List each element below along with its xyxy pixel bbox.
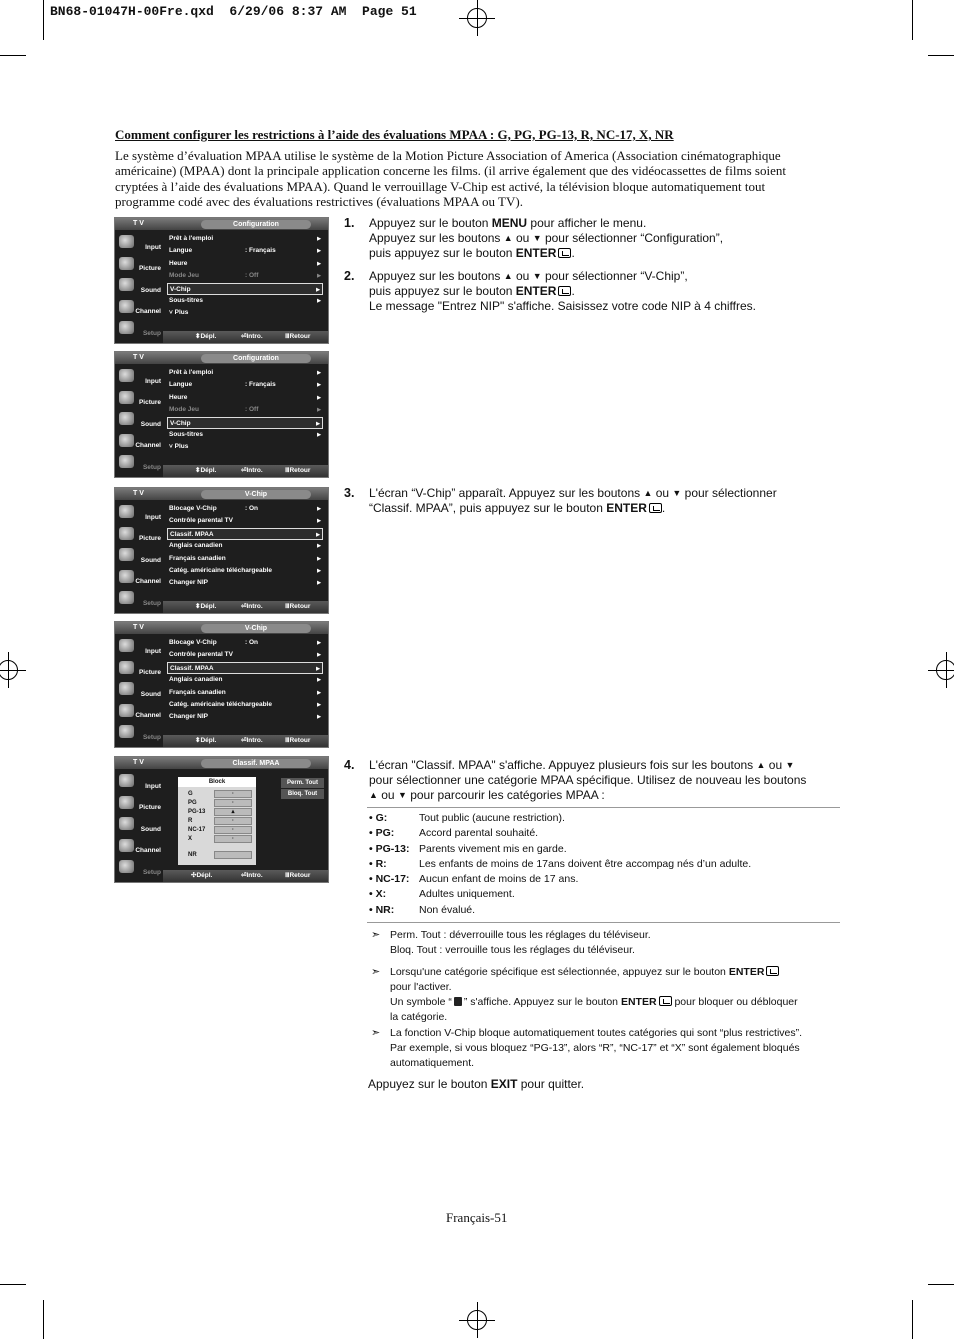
arrow-right-icon: ▶ — [317, 236, 321, 242]
menu-item[interactable]: Prêt à l'emploi ▶ — [169, 369, 321, 376]
arrow-right-icon: ▶ — [317, 260, 321, 267]
menu-item[interactable]: Changer NIP ▶ — [169, 579, 321, 587]
rating-row: • NR: Non évalué. — [369, 903, 476, 916]
arrow-right-icon: ▶ — [317, 297, 321, 304]
menu-item-selected[interactable]: V-Chip ▶ — [167, 283, 323, 295]
picture-icon — [119, 796, 134, 809]
crop-mark — [912, 1300, 913, 1339]
sidebar-picture[interactable]: Picture — [138, 265, 161, 272]
ratings-table — [367, 807, 840, 923]
input-icon — [119, 505, 134, 518]
down-arrow-icon: ▼ — [532, 271, 542, 281]
registration-mark — [0, 652, 26, 688]
sound-icon — [119, 817, 134, 830]
rating-row: • PG: Accord parental souhaité. — [369, 827, 539, 840]
exit-instruction: Appuyez sur le bouton EXIT pour quitter. — [368, 1077, 585, 1091]
menu-item[interactable]: Mode Jeu : Off ▶ — [167, 270, 323, 282]
menu-item-selected[interactable]: Classif. MPAA ▶ — [167, 662, 323, 674]
crop-mark — [43, 1300, 44, 1339]
crop-mark — [0, 1284, 26, 1285]
sound-icon — [119, 548, 134, 561]
setup-icon — [119, 725, 134, 738]
sound-icon — [119, 278, 134, 291]
input-icon — [119, 235, 134, 248]
menu-item-selected[interactable]: Classif. MPAA ▶ — [167, 528, 323, 540]
section-title: Comment configurer les restrictions à l’aide des évaluations MPAA : G, PG, PG-13, R, NC-17, X, NR — [115, 127, 674, 142]
up-arrow-icon: ▲ — [643, 488, 653, 498]
setup-icon — [119, 591, 134, 604]
rating-checkbox[interactable]: · — [214, 790, 252, 798]
picture-icon — [119, 391, 134, 404]
sidebar-setup[interactable]: Setup — [142, 329, 161, 337]
menu-item[interactable]: Anglais canadien ▶ — [169, 542, 321, 550]
tv-screen-mpaa: T V Classif. MPAA Input Picture Sound Channel Setup Block G · PG · PG-13 ▴ R · NC-17 · X · NR Perm. Tout Bloq. Tout ✣ Dépl. ⏎ Intro. Ⅲ Retour — [114, 756, 329, 883]
menu-item[interactable]: Langue : Français ▶ — [167, 245, 323, 257]
menu-item[interactable]: Catég. américaine téléchargeable ▶ — [169, 700, 321, 708]
chevron-down-icon: ˅ — [169, 309, 175, 317]
lock-icon[interactable]: ▴ — [214, 808, 252, 816]
up-arrow-icon: ▲ — [503, 271, 513, 281]
screen-title: Configuration — [201, 220, 311, 229]
crop-mark — [43, 0, 44, 40]
menu-item[interactable]: Mode Jeu : Off ▶ — [169, 406, 321, 414]
up-arrow-icon: ▲ — [369, 790, 378, 801]
menu-item[interactable]: Changer NIP ▶ — [169, 713, 321, 721]
note-arrow-icon: ➣ — [371, 965, 381, 978]
intro-paragraph: Le système d’évaluation MPAA utilise le système de la Motion Picture Association of America (Association cinématographique américaine) (MPAA) dont la principale application concerne les films. (il arrive également que des vidéocassettes de films soient cryptées à l’aide des évaluations MPAA). Quand le verrouillage V-Chip est activé, la télévision bloque automatiquement tout programme codé avec des évaluations restrictives (évaluations MPAA ou TV). — [115, 148, 786, 209]
input-icon — [119, 639, 134, 652]
channel-icon — [119, 300, 134, 313]
channel-icon — [119, 434, 134, 447]
menu-item-more[interactable]: ˅ Plus — [169, 309, 189, 317]
print-header: BN68-01047H-00Fre.qxd 6/29/06 8:37 AM Page 51 — [50, 4, 417, 19]
picture-icon — [119, 661, 134, 674]
block-header: Block — [178, 777, 256, 787]
sidebar-input[interactable]: Input — [145, 243, 161, 251]
enter-icon — [558, 248, 571, 258]
sidebar-sound[interactable]: Sound — [140, 286, 161, 294]
setup-icon — [119, 321, 134, 334]
channel-icon — [119, 570, 134, 583]
lock-icon — [454, 997, 462, 1006]
crop-mark — [928, 1284, 954, 1285]
registration-mark — [459, 1302, 495, 1338]
rating-checkbox[interactable]: · — [214, 799, 252, 807]
sound-icon — [119, 682, 134, 695]
registration-mark — [459, 0, 495, 36]
note: ➣ La fonction V-Chip bloque automatiquement toutes catégories qui sont “plus restrictives”. Par exemple, si vous bloquez “PG-13”, alors “R”, “NC-17” et “X” sont également bloqués automatiquement. — [371, 1026, 803, 1070]
rating-row: • G: Tout public (aucune restriction). — [369, 812, 565, 824]
tv-screen-configuration-2: T V Configuration Input Picture Sound Channel Setup Prêt à l'emploi ▶ Langue : Français ▶ Heure ▶ Mode Jeu : Off ▶ V-Chip ▶ Sous-titres ▶ ˅ Plus ⬍ Dépl. ⏎ Intro. Ⅲ Retour — [114, 351, 329, 478]
enter-icon — [659, 996, 672, 1006]
arrow-right-icon: ▶ — [317, 273, 321, 280]
setup-icon — [119, 455, 134, 468]
channel-icon — [119, 704, 134, 717]
page-number: Français-51 — [446, 1210, 508, 1225]
rating-checkbox[interactable]: · — [214, 817, 252, 825]
menu-item[interactable]: Français canadien ▶ — [169, 688, 321, 696]
tv-screen-vchip-1: T V V-Chip Input Picture Sound Channel Setup Blocage V-Chip : On ▶ Contrôle parental TV ▶ Classif. MPAA ▶ Anglais canadien ▶ Français canadien ▶ Catég. américaine téléchargeable ▶ Changer NIP ▶ ⬍ Dépl. ⏎ Intro. Ⅲ Retour — [114, 487, 329, 614]
tv-label: T V — [133, 220, 144, 227]
menu-item[interactable]: Heure ▶ — [167, 258, 323, 270]
input-icon — [119, 774, 134, 787]
menu-item[interactable]: Catég. américaine téléchargeable ▶ — [169, 566, 321, 574]
channel-icon — [119, 839, 134, 852]
rating-row: • R: Les enfants de moins de 17ans doivent être accompag nés d’un adulte. — [369, 857, 752, 870]
menu-item-more[interactable]: ˅ Plus — [169, 443, 189, 451]
rating-row: • NC-17: Aucun enfant de moins de 17 ans. — [369, 873, 579, 886]
tv-screen-configuration-1: T V Configuration Input Picture Sound Channel Setup Prêt à l'emploi ▶ Langue : Français ▶ Heure ▶ Mode Jeu : Off ▶ V-Chip ▶ Sous-titres ▶ ˅ Plus ⬍ Dépl. ⏎ Intro. Ⅲ Retour — [114, 217, 329, 344]
arrow-right-icon: ▶ — [316, 286, 320, 293]
menu-item[interactable]: Sous-titres ▶ — [169, 430, 321, 438]
crop-mark — [0, 55, 26, 56]
note-arrow-icon: ➣ — [371, 1026, 381, 1039]
rating-checkbox[interactable] — [214, 851, 252, 859]
perm-tout-button[interactable]: Perm. Tout — [281, 778, 324, 788]
menu-item-selected[interactable]: V-Chip ▶ — [167, 417, 323, 429]
rating-checkbox[interactable]: · — [214, 826, 252, 834]
input-icon — [119, 369, 134, 382]
note: ➣ Lorsqu'une catégorie spécifique est sélectionnée, appuyez sur le bouton ENTER pour l'activer. Un symbole “ ” s'affiche. Appuyez sur le bouton ENTER pour bloquer ou débloquer la catégorie. — [371, 965, 798, 1024]
enter-icon — [649, 503, 662, 513]
menu-item[interactable]: Contrôle parental TV ▶ — [169, 517, 321, 525]
menu-item[interactable]: Sous-titres ▶ — [167, 295, 323, 307]
menu-item[interactable]: Prêt à l'emploi ▶ — [167, 233, 323, 245]
bloq-tout-button[interactable]: Bloq. Tout — [281, 789, 324, 799]
note: ➣ Perm. Tout : déverrouille tous les réglages du téléviseur. Bloq. Tout : verrouille tous les réglages du téléviseur. — [371, 929, 651, 957]
enter-icon — [766, 966, 779, 976]
rating-row: • PG-13: Parents vivement mis en garde. — [369, 842, 567, 855]
down-arrow-icon: ▼ — [672, 488, 682, 498]
menu-item[interactable]: Heure ▶ — [169, 393, 321, 401]
rating-checkbox[interactable]: · — [214, 835, 252, 843]
tv-screen-vchip-2: T V V-Chip Input Picture Sound Channel Setup Blocage V-Chip : On ▶ Contrôle parental TV ▶ Classif. MPAA ▶ Anglais canadien ▶ Français canadien ▶ Catég. américaine téléchargeable ▶ Changer NIP ▶ ⬍ Dépl. ⏎ Intro. Ⅲ Retour — [114, 621, 329, 748]
crop-mark — [928, 55, 954, 56]
note-arrow-icon: ➣ — [371, 929, 381, 941]
down-arrow-icon: ▼ — [532, 233, 542, 244]
menu-item[interactable]: Anglais canadien ▶ — [169, 676, 321, 684]
down-arrow-icon: ▼ — [785, 760, 795, 770]
menu-item[interactable]: Blocage V-Chip : On ▶ — [169, 505, 321, 512]
menu-item[interactable]: Français canadien ▶ — [169, 554, 321, 562]
picture-icon — [119, 527, 134, 540]
rating-row: • X: Adultes uniquement. — [369, 888, 515, 901]
picture-icon — [119, 257, 134, 270]
arrow-right-icon: ▶ — [317, 248, 321, 255]
setup-icon — [119, 860, 134, 873]
up-arrow-icon: ▲ — [503, 233, 513, 244]
sidebar-channel[interactable]: Channel — [135, 308, 161, 315]
menu-item[interactable]: Blocage V-Chip : On ▶ — [169, 639, 321, 646]
enter-icon — [558, 286, 571, 296]
mpaa-panel: Block G · PG · PG-13 ▴ R · NC-17 · X · NR — [178, 777, 256, 865]
down-arrow-icon: ▼ — [397, 790, 407, 801]
registration-mark — [928, 652, 954, 688]
sound-icon — [119, 412, 134, 425]
crop-mark — [912, 0, 913, 40]
notes — [371, 928, 841, 1078]
chevron-down-icon: ˅ — [169, 443, 175, 451]
menu-item[interactable]: Langue : Français ▶ — [169, 381, 321, 389]
up-arrow-icon: ▲ — [756, 760, 766, 770]
menu-item[interactable]: Contrôle parental TV ▶ — [169, 651, 321, 659]
